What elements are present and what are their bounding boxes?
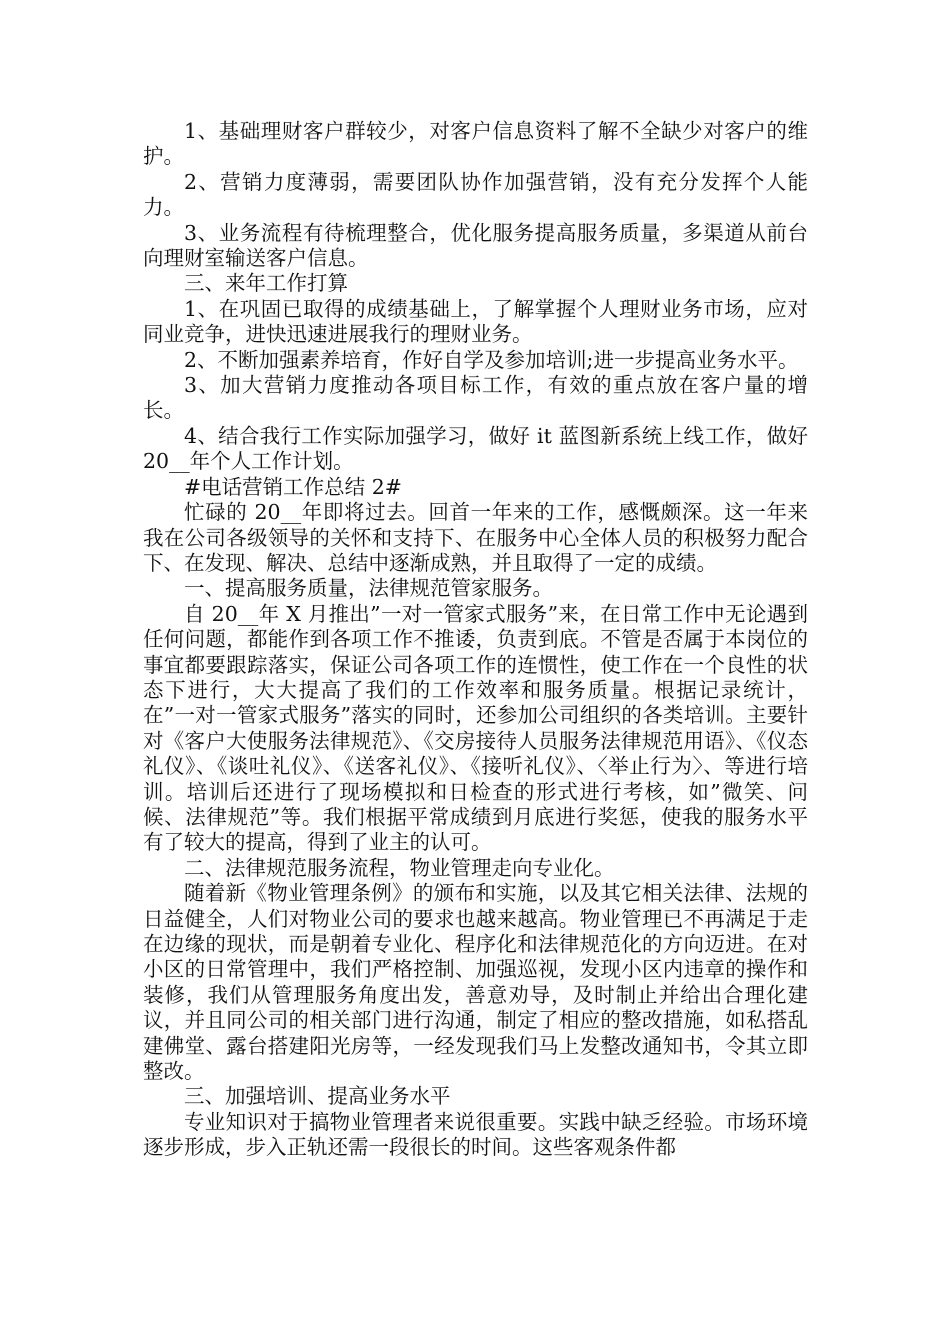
section-heading-service-quality: 一、提高服务质量，法律规范管家服务。 [184,576,553,601]
paragraph-training: 专业知识对于搞物业管理者来说很重要。实践中缺乏经验。市场环境逐步形成，步入正轨还需一段很长的时间。这些客观条件都 [143,1109,808,1160]
section-heading-training: 三、加强培训、提高业务水平 [184,1084,451,1109]
paragraph-service-quality: 自 20__年 X 月推出”一对一管家式服务”来，在日常工作中无论遇到任何问题，都能作到各项工作不推诿，负责到底。不管是否属于本岗位的事宜都要跟踪落实，保证公司各项工作的连惯性，使工作在一个良性的状态下进行，大大提高了我们的工作效率和服务质量。根据记录统计，在”一对一管家式服务”落实的同时，还参加公司组织的各类培训。主要针对《客户大使服务法律规范》、《交房接待人员服务法律规范用语》、《仪态礼仪》、《谈吐礼仪》、《送客礼仪》、《接听礼仪》、〈举止行为〉、等进行培训。培训后还进行了现场模拟和日检查的形式进行考核，如”微笑、问候、法律规范”等。我们根据平常成绩到月底进行奖惩，使我的服务水平有了较大的提高，得到了业主的认可。 [143,601,808,855]
paragraph-intro: 忙碌的 20__年即将过去。回首一年来的工作，感慨颇深。这一年来我在公司各级领导的关怀和支持下、在服务中心全体人员的积极努力配合下、在发现、解决、总结中逐渐成熟，并且取得了一定的成绩。 [143,500,808,575]
document-page [143,119,808,1161]
paragraph-plan-1: 1、在巩固已取得的成绩基础上，了解掌握个人理财业务市场，应对同业竞争，进快迅速进展我行的理财业务。 [143,296,808,347]
article-heading-summary-2: #电话营销工作总结 2# [184,474,402,499]
paragraph-plan-2: 2、不断加强素养培育，作好自学及参加培训;进一步提高业务水平。 [184,347,799,372]
paragraph-weakness-3: 3、业务流程有待梳理整合，优化服务提高服务质量，多渠道从前台向理财室输送客户信息。 [143,220,808,271]
paragraph-weakness-1: 1、基础理财客户群较少，对客户信息资料了解不全缺少对客户的维护。 [143,119,808,169]
section-heading-next-year-plan: 三、来年工作打算 [184,271,348,296]
section-heading-service-process: 二、法律规范服务流程，物业管理走向专业化。 [184,855,615,880]
paragraph-service-process: 随着新《物业管理条例》的颁布和实施，以及其它相关法律、法规的日益健全，人们对物业公司的要求也越来越高。物业管理已不再满足于走在边缘的现状，而是朝着专业化、程序化和法律规范化的方向迈进。在对小区的日常管理中，我们严格控制、加强巡视，发现小区内违章的操作和装修，我们从管理服务角度出发，善意劝导，及时制止并给出合理化建议，并且同公司的相关部门进行沟通，制定了相应的整改措施，如私搭乱建佛堂、露台搭建阳光房等，一经发现我们马上发整改通知书，令其立即整改。 [143,881,808,1084]
paragraph-plan-3: 3、加大营销力度推动各项目标工作，有效的重点放在客户量的增长。 [143,373,808,423]
paragraph-plan-4: 4、结合我行工作实际加强学习，做好 it 蓝图新系统上线工作，做好 20__年个人工作计划。 [143,423,808,474]
paragraph-weakness-2: 2、营销力度薄弱，需要团队协作加强营销，没有充分发挥个人能力。 [143,169,808,220]
